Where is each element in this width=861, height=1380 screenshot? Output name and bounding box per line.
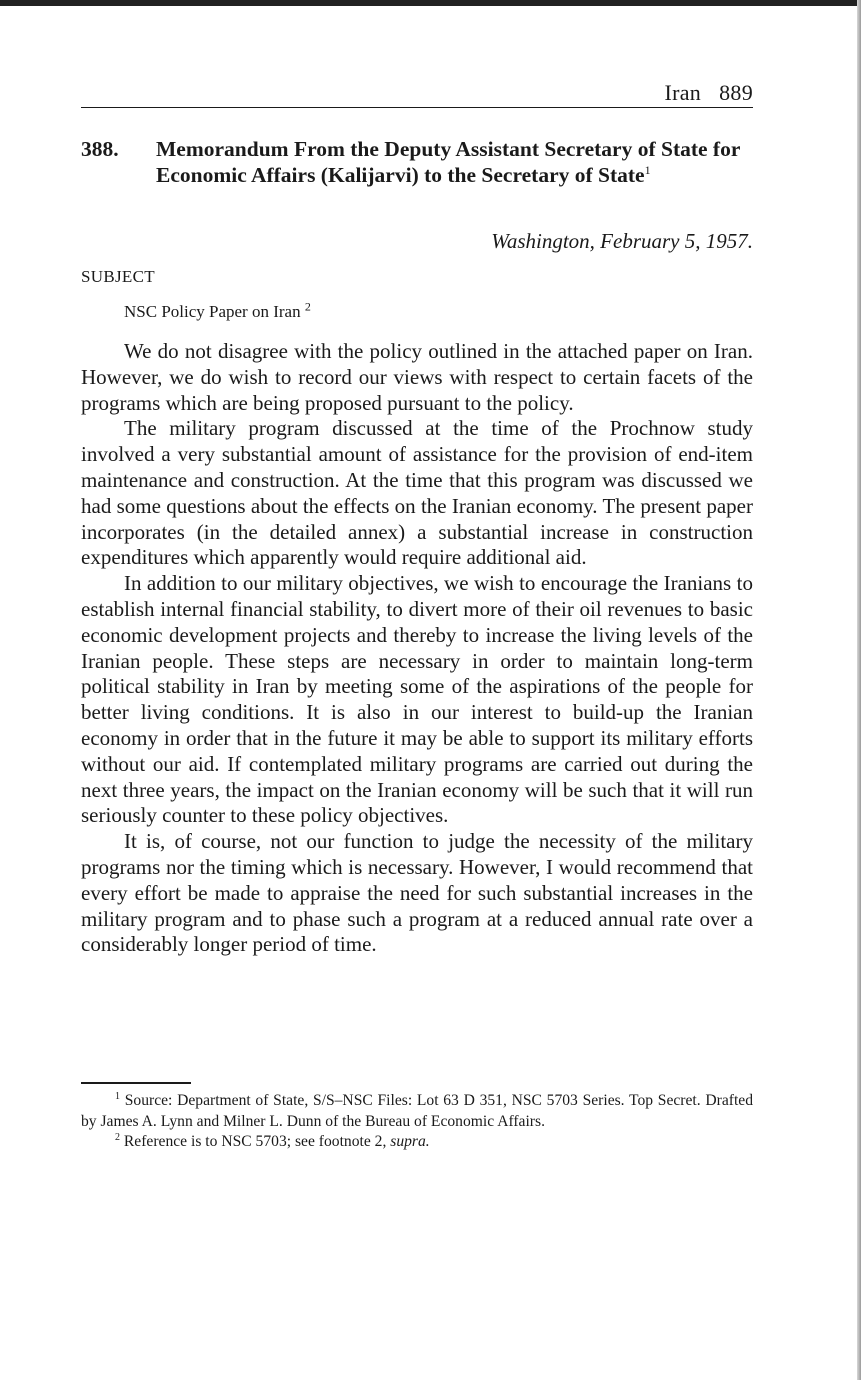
document-title: Memorandum From the Deputy Assistant Secretary of State for Economic Affairs (Kalijarvi) to the Secretary of State bbox=[156, 137, 740, 187]
body-paragraph: The military program discussed at the time of the Prochnow study involved a very substantial amount of assistance for the provision of end-item maintenance and construction. At the time that this program was discussed we had some questions about the effects on the Iranian economy. The present paper incorporates (in the detailed annex) a substantial increase in construction expenditures which apparently would require additional aid. bbox=[81, 416, 753, 570]
body-paragraph: It is, of course, not our function to judge the necessity of the military programs nor the timing which is necessary. However, I would recommend that every effort be made to appraise the need for such substantial increases in the military program and to phase such a program at a reduced annual rate over a considerably longer period of time. bbox=[81, 829, 753, 957]
subject-line bbox=[124, 299, 311, 322]
body-paragraph: In addition to our military objectives, we wish to encourage the Iranians to establish internal financial stability, to divert more of their oil revenues to basic economic development projects and thereby to increase the living levels of the Iranian people. These steps are necessary in order to maintain long-term political stability in Iran by meeting some of the aspirations of the people for better living conditions. It is also in our interest to build-up the Iranian economy in order that in the future it may be able to support its military efforts without our aid. If contemplated military programs are carried out during the next three years, the impact on the Iranian economy will be such that it will run seriously counter to these policy objectives. bbox=[81, 571, 753, 828]
document-title-block bbox=[156, 136, 753, 188]
footnote-text: Reference is to NSC 5703; see footnote 2, bbox=[123, 1133, 391, 1150]
page-number: 889 bbox=[719, 80, 753, 105]
footnotes bbox=[81, 1091, 753, 1153]
footnote bbox=[81, 1132, 753, 1153]
footnote-marker: 1 bbox=[115, 1090, 120, 1102]
footnote-italic-text: supra. bbox=[390, 1133, 430, 1150]
document-number: 388. bbox=[81, 137, 119, 161]
footnote bbox=[81, 1091, 753, 1132]
document-heading bbox=[81, 136, 753, 188]
running-head bbox=[664, 80, 753, 106]
running-head-section: Iran bbox=[664, 80, 702, 105]
body-paragraph: We do not disagree with the policy outlined in the attached paper on Iran. However, we do wish to record our views with respect to certain facets of the programs which are being proposed pursuant to the policy. bbox=[81, 339, 753, 415]
header-rule bbox=[81, 107, 753, 108]
footnote-marker: 2 bbox=[115, 1131, 120, 1143]
footnote-rule bbox=[81, 1082, 191, 1084]
dateline: Washington, February 5, 1957. bbox=[491, 229, 753, 253]
memo-body bbox=[81, 339, 753, 958]
page-right-edge bbox=[857, 0, 861, 1380]
title-footnote-ref: 1 bbox=[644, 162, 651, 177]
subject-footnote-ref: 2 bbox=[304, 299, 311, 314]
subject-label: SUBJECT bbox=[81, 267, 155, 286]
footnote-text: Source: Department of State, S/S–NSC Files: Lot 63 D 351, NSC 5703 Series. Top Secret. Drafted by James A. Lynn and Milner L. Dunn of the Bureau of Economic Affairs. bbox=[81, 1092, 753, 1130]
subject-text: NSC Policy Paper on Iran bbox=[124, 302, 301, 321]
page-top-edge bbox=[0, 0, 861, 6]
